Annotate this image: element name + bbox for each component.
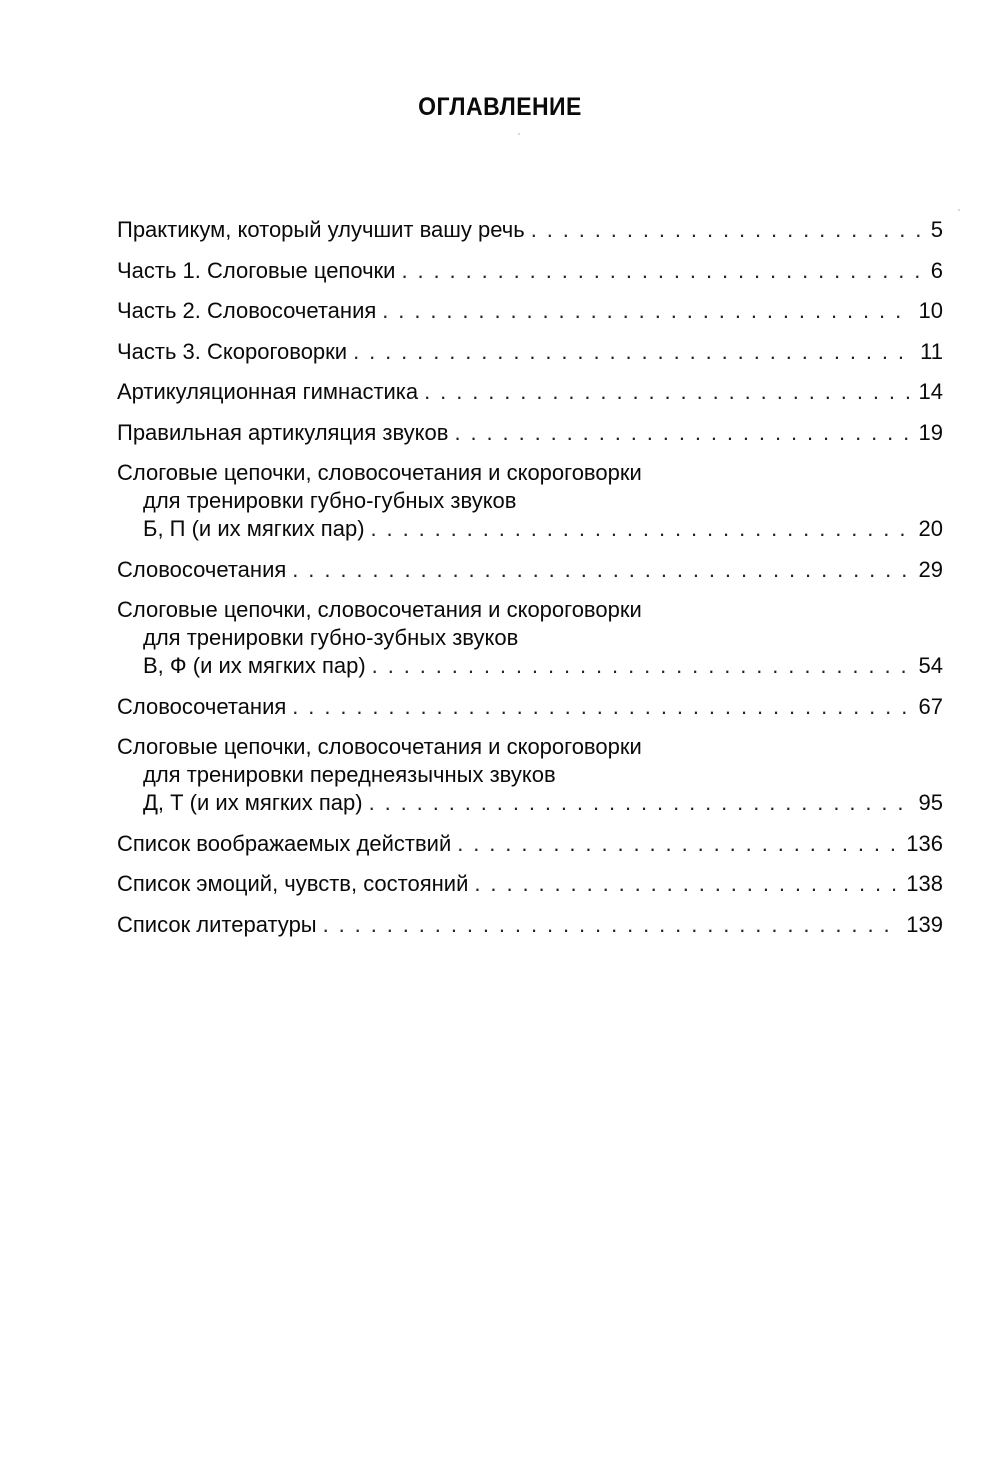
toc-page-number: 19 bbox=[918, 419, 943, 445]
toc-entry[interactable] bbox=[117, 693, 943, 721]
dot-leader bbox=[454, 419, 912, 447]
toc-entry[interactable] bbox=[117, 378, 943, 406]
toc-entry[interactable] bbox=[117, 911, 943, 939]
toc-entry-title-continued: Д, Т (и их мягких пар) bbox=[143, 790, 363, 815]
dot-leader bbox=[292, 556, 912, 584]
toc-entry-title: Артикуляционная гимнастика bbox=[117, 379, 419, 404]
toc-entry[interactable] bbox=[117, 459, 943, 543]
page-title: ОГЛАВЛЕНИЕ bbox=[418, 92, 582, 121]
toc-entry-title: Слоговые цепочки, словосочетания и скороговорки bbox=[117, 597, 642, 622]
scan-speck bbox=[518, 133, 520, 135]
toc-entry-title: Слоговые цепочки, словосочетания и скороговорки bbox=[117, 460, 642, 485]
toc-entry[interactable] bbox=[117, 733, 943, 817]
toc-entry-title: Словосочетания bbox=[117, 693, 287, 719]
dot-leader bbox=[401, 257, 924, 285]
toc-entry[interactable] bbox=[117, 870, 943, 898]
toc-entry-title: Словосочетания bbox=[117, 556, 287, 582]
toc-entry-title-continued: для тренировки переднеязычных звуков bbox=[143, 762, 556, 787]
toc-entry-title: Часть 1. Слоговые цепочки bbox=[117, 257, 396, 283]
toc-page-number: 54 bbox=[918, 653, 943, 678]
dot-leader bbox=[353, 338, 914, 366]
toc-page-number: 138 bbox=[906, 871, 943, 896]
toc-entry[interactable] bbox=[117, 216, 943, 244]
dot-leader bbox=[372, 652, 913, 680]
table-of-contents bbox=[117, 216, 943, 951]
dot-leader bbox=[369, 789, 913, 817]
dot-leader bbox=[323, 911, 901, 939]
dot-leader bbox=[531, 216, 925, 244]
dot-leader bbox=[474, 870, 900, 898]
scan-speck bbox=[958, 209, 960, 211]
toc-entry[interactable] bbox=[117, 257, 943, 285]
toc-page-number: 139 bbox=[906, 911, 943, 937]
toc-page-number: 20 bbox=[918, 516, 943, 541]
toc-entry[interactable] bbox=[117, 338, 943, 366]
toc-entry-title-continued: для тренировки губно-зубных звуков bbox=[143, 625, 519, 650]
toc-entry-title: Правильная артикуляция звуков bbox=[117, 419, 449, 445]
toc-page-number: 6 bbox=[930, 257, 943, 283]
toc-entry[interactable] bbox=[117, 830, 943, 858]
toc-page-number: 95 bbox=[918, 790, 943, 815]
toc-page-number: 29 bbox=[918, 556, 943, 582]
toc-entry-title: Часть 3. Скороговорки bbox=[117, 338, 348, 364]
toc-entry-title: Список эмоций, чувств, состояний bbox=[117, 871, 469, 896]
toc-entry-title-continued: Б, П (и их мягких пар) bbox=[143, 516, 365, 541]
toc-entry-title: Слоговые цепочки, словосочетания и скороговорки bbox=[117, 734, 642, 759]
dot-leader bbox=[457, 830, 900, 858]
toc-entry[interactable] bbox=[117, 419, 943, 447]
dot-leader bbox=[424, 378, 912, 406]
dot-leader bbox=[382, 297, 912, 325]
toc-page-number: 67 bbox=[918, 693, 943, 719]
toc-page-number: 136 bbox=[906, 830, 943, 856]
toc-page-number: 5 bbox=[930, 217, 943, 242]
toc-entry[interactable] bbox=[117, 596, 943, 680]
toc-page-number: 10 bbox=[918, 298, 943, 323]
toc-page-number: 14 bbox=[918, 379, 943, 404]
toc-entry-title: Список воображаемых действий bbox=[117, 830, 452, 856]
toc-entry-title-continued: В, Ф (и их мягких пар) bbox=[143, 653, 366, 678]
toc-entry-title: Часть 2. Словосочетания bbox=[117, 298, 377, 323]
dot-leader bbox=[371, 515, 913, 543]
toc-entry-title: Практикум, который улучшит вашу речь bbox=[117, 217, 525, 242]
toc-entry-title-continued: для тренировки губно-губных звуков bbox=[143, 488, 517, 513]
toc-page-number: 11 bbox=[920, 338, 943, 364]
dot-leader bbox=[292, 693, 912, 721]
toc-entry-title: Список литературы bbox=[117, 911, 317, 937]
toc-entry[interactable] bbox=[117, 556, 943, 584]
toc-entry[interactable] bbox=[117, 297, 943, 325]
